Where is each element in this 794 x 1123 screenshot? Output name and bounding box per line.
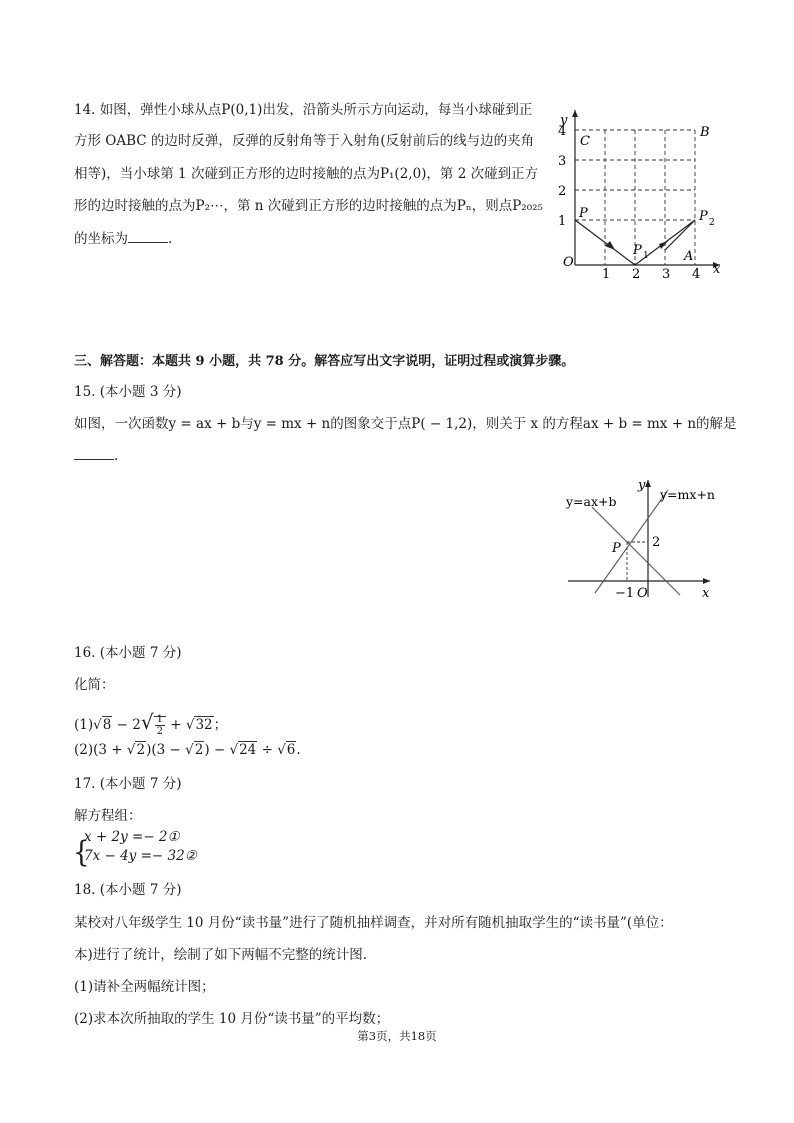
q16-item-2-part-a: (3 + <box>93 742 127 758</box>
q15-x-arrow <box>703 578 710 584</box>
q14-point-p2-sub: 2 <box>709 218 715 228</box>
q15-figure <box>560 475 730 605</box>
q14-line-2: 方形 OABC 的边时反弹，反弹的反射角等于入射角(反射前后的线与边的夹角 <box>74 133 535 149</box>
q17-instruction: 解方程组： <box>74 808 142 824</box>
q15-label-ax-b: y=ax+b <box>566 494 617 509</box>
q16-item-2-part-c: ) − <box>204 742 230 758</box>
q14-period: . <box>168 231 173 247</box>
q14-line-5 <box>74 229 172 249</box>
q16-sqrt-32: 32 <box>195 717 213 733</box>
q16-divide: ÷ <box>257 742 278 758</box>
q16-frac-den: 2 <box>156 726 163 737</box>
q15-line-1: 如图，一次函数y = ax + b与y = mx + n的图象交于点P( − 1,2)，则关于 x 的方程ax + b = mx + n的解是 <box>74 416 737 432</box>
q14-y-tick: 2 <box>558 184 567 199</box>
q14-point-a: A <box>684 249 694 264</box>
q16-item-1: (1)√8 − 2√ $\frac{1}{2}$ + √32； <box>74 710 228 737</box>
q16-item-1-prefix: (1) <box>74 717 94 733</box>
q14-y-tick-labels <box>558 124 566 229</box>
q15-point-p: P <box>612 541 621 556</box>
q16-sqrt-2b: 2 <box>194 742 204 758</box>
q14-x-tick: 3 <box>662 267 671 280</box>
q16-coef-2: 2 <box>132 717 141 733</box>
q14-line-3: 相等)，当小球第 1 次碰到正方形的边时接触的点为P₁(2,0)，第 2 次碰到正方 <box>74 166 539 182</box>
q16-sqrt-half <box>154 714 166 737</box>
q16-sqrt-24: 24 <box>239 742 257 758</box>
q14-x-tick: 2 <box>632 267 641 280</box>
q14-x-tick-labels <box>602 267 700 280</box>
q18-line-2: 本)进行了统计，绘制了如下两幅不完整的统计图. <box>74 947 368 963</box>
q14-point-p: P <box>579 206 588 221</box>
q15-origin: O <box>637 586 648 601</box>
q18-item-1: (1)请补全两幅统计图； <box>74 979 215 995</box>
q16-item-2-end: . <box>296 742 301 758</box>
q18-header: 18. (本小题 7 分) <box>74 882 182 898</box>
q14-point-p2: P <box>699 209 708 224</box>
q14-y-label: y <box>560 113 568 128</box>
q16-item-2-part-b: )(3 − <box>146 742 186 758</box>
q14-x-label: x <box>713 262 721 277</box>
q16-item-2: (2)(3 + √2)(3 − √2) − √24 ÷ √6. <box>74 742 301 758</box>
q18-item-2: (2)求本次所抽取的学生 10 月份“读书量”的平均数； <box>74 1011 390 1027</box>
q14-y-arrow <box>572 110 578 117</box>
q15-label-mx-n: y=mx+n <box>660 487 715 502</box>
q18-line-1: 某校对八年级学生 10 月份“读书量”进行了随机抽样调查，并对所有随机抽取学生的“读书量”(单位： <box>74 915 673 931</box>
q14-line-4: 形的边时接触的点为P₂⋯，第 n 次碰到正方形的边时接触的点为Pₙ，则点P₂₀₂₅ <box>74 198 543 214</box>
q14-line-1: 14. 如图，弹性小球从点P(0,1)出发，沿箭头所示方向运动，每当小球碰到正 <box>74 102 533 118</box>
q16-frac-num: 1 <box>156 714 163 725</box>
q14-arrow-1 <box>605 241 615 250</box>
section-3-title: 三、解答题：本题共 9 小题，共 78 分。解答应写出文字说明，证明过程或演算步骤。 <box>74 354 575 369</box>
q14-x-tick: 4 <box>692 267 701 280</box>
q14-answer-prompt: 的坐标为 <box>74 231 128 247</box>
q16-sqrt-6: 6 <box>286 742 296 758</box>
q14-origin-label: O <box>563 255 574 270</box>
q15-x-label: x <box>702 586 710 601</box>
q15-line-2 <box>74 446 118 466</box>
q15-y-value: 2 <box>652 535 661 550</box>
q16-header: 16. (本小题 7 分) <box>74 645 182 661</box>
q16-sqrt-2a: 2 <box>136 742 146 758</box>
q14-y-tick: 3 <box>558 154 567 169</box>
q16-item-1-end: ； <box>213 717 228 733</box>
q14-point-b: B <box>700 125 710 140</box>
q14-y-tick: 4 <box>558 124 567 139</box>
q15-y-label: y <box>638 478 646 493</box>
q15-answer-blank <box>74 447 114 460</box>
q14-answer-blank <box>128 230 168 243</box>
q14-point-p1-sub: 1 <box>643 251 649 261</box>
q16-sqrt-8: 8 <box>102 717 112 733</box>
q14-point-p1: P <box>633 243 642 258</box>
q17-equation-1: x + 2y =− 2① <box>84 829 180 845</box>
page-footer: 第3页，共18页 <box>357 1029 437 1043</box>
q17-brace: { <box>73 836 90 870</box>
q15-line-ax-b <box>592 507 680 595</box>
q16-item-2-prefix: (2) <box>74 742 94 758</box>
q16-instruction: 化简： <box>74 677 115 693</box>
q17-equation-2: 7x − 4y =− 32② <box>84 848 197 864</box>
q15-x-value: −1 <box>615 586 635 601</box>
q14-point-c: C <box>580 134 590 149</box>
q15-period: . <box>114 448 119 464</box>
q15-y-arrow <box>645 480 651 487</box>
q14-figure <box>555 100 725 280</box>
q14-y-tick: 1 <box>558 214 567 229</box>
q15-header: 15. (本小题 3 分) <box>74 384 182 400</box>
q14-x-tick: 1 <box>602 267 611 280</box>
q17-header: 17. (本小题 7 分) <box>74 776 182 792</box>
